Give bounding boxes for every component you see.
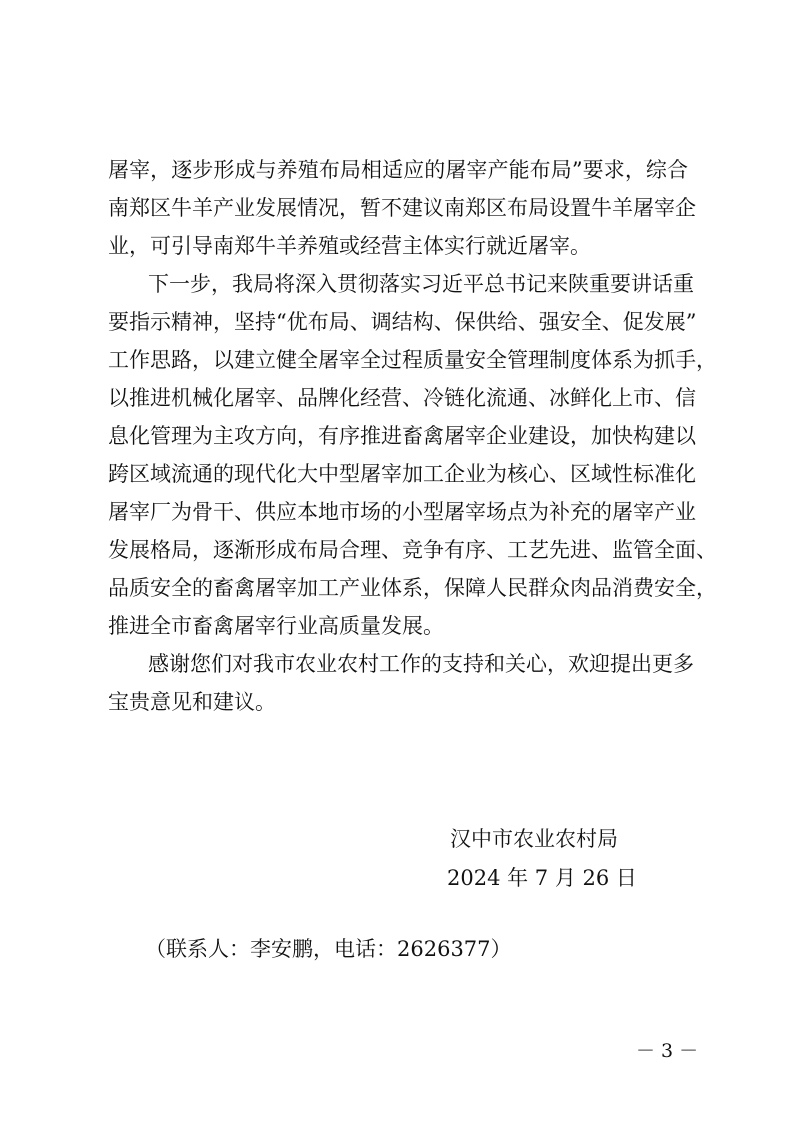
paragraph-line: 品质安全的畜禽屠宰加工产业体系，保障人民群众肉品消费安全， (108, 576, 717, 600)
paragraph-line: 要指示精神，坚持“优布局、调结构、保供给、强安全、促发展” (108, 310, 697, 334)
paragraph-line: 屠宰厂为骨干、供应本地市场的小型屠宰场点为补充的屠宰产业 (108, 500, 696, 524)
page-number: － 3 － (636, 1040, 699, 1062)
contact-info: （联系人：李安鹏，电话：2626377） (145, 937, 512, 961)
paragraph-line: 屠宰，逐步形成与养殖布局相适应的屠宰产能布局”要求，综合 (108, 158, 688, 182)
paragraph-line: 发展格局，逐渐形成布局合理、竞争有序、工艺先进、监管全面、 (108, 538, 717, 562)
paragraph-line: 南郑区牛羊产业发展情况，暂不建议南郑区布局设置牛羊屠宰企 (108, 196, 696, 220)
paragraph-line: 以推进机械化屠宰、品牌化经营、冷链化流通、冰鲜化上市、信 (108, 386, 696, 410)
paragraph-line: 业，可引导南郑牛羊养殖或经营主体实行就近屠宰。 (108, 234, 591, 258)
paragraph-line: 跨区域流通的现代化大中型屠宰加工企业为核心、区域性标准化 (108, 462, 696, 486)
paragraph-line: 息化管理为主攻方向，有序推进畜禽屠宰企业建设，加快构建以 (108, 424, 696, 448)
paragraph-line: 下一步，我局将深入贯彻落实习近平总书记来陕重要讲话重 (148, 272, 694, 296)
paragraph-line: 工作思路，以建立健全屠宰全过程质量安全管理制度体系为抓手， (108, 348, 717, 372)
paragraph-line: 感谢您们对我市农业农村工作的支持和关心，欢迎提出更多 (148, 652, 694, 676)
paragraph-line: 宝贵意见和建议。 (108, 690, 276, 714)
paragraph-line: 推进全市畜禽屠宰行业高质量发展。 (108, 614, 444, 638)
signature-organization: 汉中市农业农村局 (450, 827, 618, 851)
signature-date: 2024 年 7 月 26 日 (447, 866, 637, 890)
